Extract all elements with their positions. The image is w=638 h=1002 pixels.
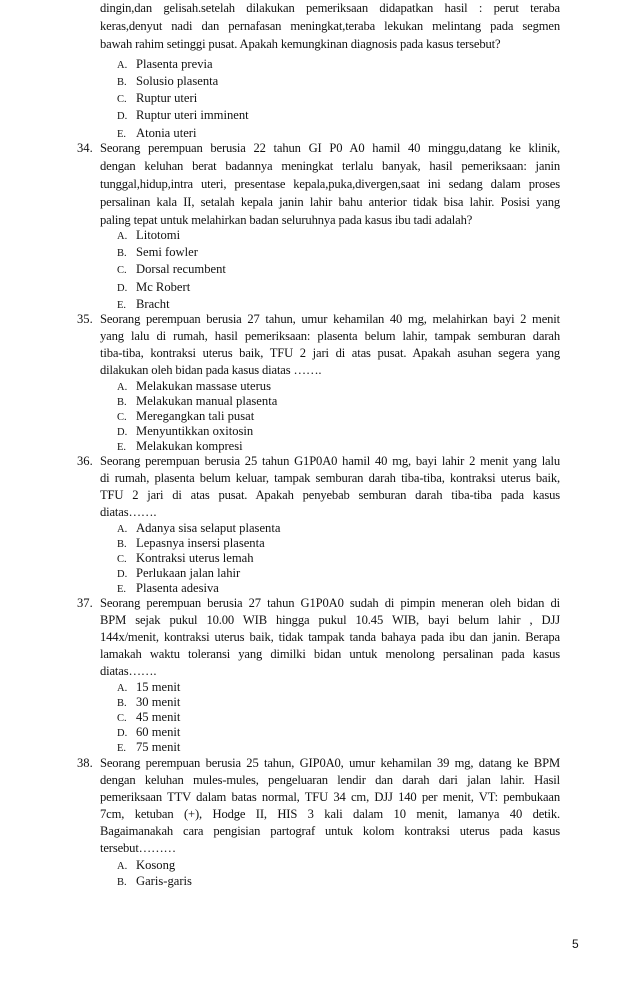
- text-line: dingin,dan gelisah.setelah dilakukan pemeriksaan didapatkan hasil : perut teraba: [100, 1, 560, 15]
- option-item: B. Garis-garis: [117, 874, 192, 888]
- text-line: diatas…….: [100, 664, 157, 678]
- option-item: D. Perlukaan jalan lahir: [117, 566, 241, 580]
- option-item: D. Menyuntikkan oxitosin: [117, 424, 254, 438]
- question-number: 35.: [77, 312, 93, 326]
- option-item: B. Melakukan manual plasenta: [117, 394, 278, 408]
- option-item: A. Plasenta previa: [117, 57, 213, 71]
- option-item: A. Adanya sisa selaput plasenta: [117, 521, 281, 535]
- text-line: tunggal,hidup,intra uteri, presentase kepala,puka,divergen,saat ini sedang dalam proses: [100, 177, 560, 191]
- option-item: C. Kontraksi uterus lemah: [117, 551, 254, 565]
- text-line: Seorang perempuan berusia 27 tahun, umur kehamilan 40 mg, melahirkan bayi 2 menit: [100, 312, 560, 326]
- text-line: BPM sejak pukul 10.00 WIB hingga pukul 10.45 WIB, bayi belum lahir , DJJ: [100, 613, 560, 627]
- text-line: Bagaimanakah cara pengisian partograf untuk kolom kontraksi uterus pada kasus: [100, 824, 560, 838]
- option-item: B. Semi fowler: [117, 245, 198, 259]
- text-line: keras,denyut nadi dan pernafasan meningkat,teraba lekukan melintang pada segmen: [100, 19, 560, 33]
- text-line: Seorang perempuan berusia 25 tahun G1P0A0 hamil 40 mg, bayi lahir 2 menit yang lalu: [100, 454, 560, 468]
- text-line: 7cm, ketuban (+), Hodge II, HIS 3 kali dalam 10 menit, lamanya 40 detik.: [100, 807, 560, 821]
- text-line: lamakah waktu toleransi yang dimilki bidan untuk menolong persalinan pada kasus: [100, 647, 560, 661]
- option-item: C. Dorsal recumbent: [117, 262, 226, 276]
- option-item: E. Plasenta adesiva: [117, 581, 219, 595]
- text-line: diatas…….: [100, 505, 157, 519]
- option-item: D. 60 menit: [117, 725, 181, 739]
- option-item: C. Meregangkan tali pusat: [117, 409, 255, 423]
- option-item: D. Ruptur uteri imminent: [117, 108, 249, 122]
- question-number: 36.: [77, 454, 93, 468]
- page-number: 5: [572, 937, 579, 951]
- option-item: E. Melakukan kompresi: [117, 439, 243, 453]
- option-item: B. 30 menit: [117, 695, 181, 709]
- question-number: 37.: [77, 596, 93, 610]
- text-line: di rumah, plasenta belum keluar, tampak semburan darah tiba-tiba, kontraksi uterus baik,: [100, 471, 560, 485]
- text-line: tiba-tiba, kontraksi uterus baik, TFU 2 jari di atas pusat. Apakah asuhan segera yang: [100, 346, 560, 360]
- option-item: C. Ruptur uteri: [117, 91, 198, 105]
- option-item: A. 15 menit: [117, 680, 181, 694]
- option-item: B. Lepasnya insersi plasenta: [117, 536, 265, 550]
- text-line: yang lalu di rumah, hasil pemeriksaan: plasenta belum lahir, tampak semburan darah: [100, 329, 560, 343]
- option-item: E. 75 menit: [117, 740, 181, 754]
- text-line: Seorang perempuan berusia 25 tahun, GIP0A0, umur kehamilan 39 mg, datang ke BPM: [100, 756, 560, 770]
- option-item: A. Litotomi: [117, 228, 181, 242]
- option-item: A. Melakukan massase uterus: [117, 379, 271, 393]
- option-item: E. Atonia uteri: [117, 126, 197, 140]
- text-line: paling tepat untuk melahirkan badan seluruhnya pada kasus ibu tadi adalah?: [100, 213, 473, 227]
- text-line: pemeriksaan TTV dalam batas normal, TFU 34 cm, DJJ 140 per menit, VT: pembukaan: [100, 790, 560, 804]
- text-line: tersebut………: [100, 841, 176, 855]
- option-item: A. Kosong: [117, 858, 176, 872]
- option-item: C. 45 menit: [117, 710, 181, 724]
- text-line: dengan keluhan mules-mules, pengeluaran lendir dan darah dari jalan lahir. Hasil: [100, 773, 560, 787]
- text-line: Seorang perempuan berusia 27 tahun G1P0A0 sudah di pimpin meneran oleh bidan di: [100, 596, 560, 610]
- option-item: E. Bracht: [117, 297, 170, 311]
- text-line: Seorang perempuan berusia 22 tahun GI P0 A0 hamil 40 minggu,datang ke klinik,: [100, 141, 560, 155]
- text-line: TFU 2 jari di atas pusat. Apakah penyebab semburan darah tiba-tiba pada kasus: [100, 488, 560, 502]
- text-line: bawah rahim setinggi pusat. Apakah kemungkinan diagnosis pada kasus tersebut?: [100, 37, 501, 51]
- question-number: 34.: [77, 141, 93, 155]
- text-line: dengan keluhan berat badannya meningkat terlalu banyak, hasil pemeriksaan: janin: [100, 159, 560, 173]
- option-item: B. Solusio plasenta: [117, 74, 219, 88]
- option-item: D. Mc Robert: [117, 280, 191, 294]
- text-line: dilakukan oleh bidan pada kasus diatas …….: [100, 363, 322, 377]
- text-line: persalinan kala II, setalah kepala janin lahir bahu anterior tidak bisa lahir. Posisi yang: [100, 195, 560, 209]
- question-number: 38.: [77, 756, 93, 770]
- text-line: 144x/menit, kontraksi uterus baik, tidak tampak tanda bahaya pada ibu dan janin. Berapa: [100, 630, 560, 644]
